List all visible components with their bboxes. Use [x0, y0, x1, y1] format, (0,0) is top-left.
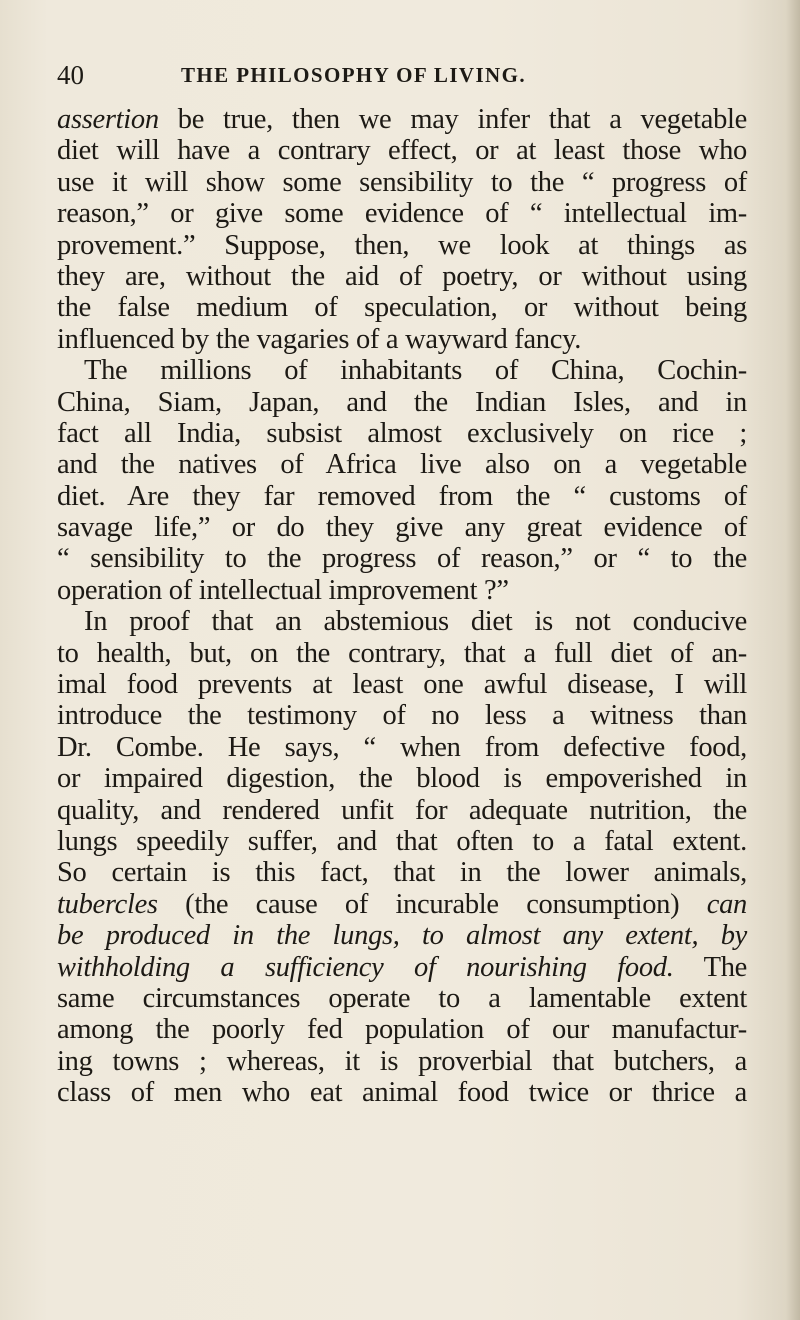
text-line: they are, without the aid of poetry, or without using	[57, 260, 747, 292]
text-line: diet will have a contrary effect, or at least those who	[57, 135, 747, 167]
text-line: “ sensibility to the progress of reason,” or “ to the	[57, 543, 747, 575]
text-line: among the poorly fed population of our manufactur-	[57, 1014, 747, 1046]
page-header	[57, 58, 747, 92]
text-line	[57, 889, 747, 920]
text-span: be true, then we may infer that a vegetable	[158, 104, 747, 135]
text-line: introduce the testimony of no less a witness than	[57, 700, 747, 732]
text-line: lungs speedily suffer, and that often to a fatal extent.	[57, 825, 747, 857]
text-line: same circumstances operate to a lamentable extent	[57, 982, 747, 1014]
text-line: provement.” Suppose, then, we look at things as	[57, 229, 747, 261]
text-line: use it will show some sensibility to the “ progress of	[57, 166, 747, 198]
page-edge-shadow	[786, 0, 800, 1320]
text-line: So certain is this fact, that in the lower animals,	[57, 857, 747, 889]
running-head: THE PHILOSOPHY OF LIVING.	[181, 63, 526, 87]
page-number: 40	[57, 60, 84, 90]
text-line: imal food prevents at least one awful disease, I will	[57, 669, 747, 701]
text-line: quality, and rendered unfit for adequate nutrition, the	[57, 794, 747, 826]
text-line: and the natives of Africa live also on a vegetable	[57, 449, 747, 481]
text-line: China, Siam, Japan, and the Indian Isles, and in	[57, 386, 747, 418]
text-line: fact all India, subsist almost exclusively on rice ;	[57, 417, 747, 449]
text-line: or impaired digestion, the blood is empoverished in	[57, 763, 747, 795]
italic-span: withholding a sufficiency of nourishing food.	[57, 951, 674, 983]
italic-word: can	[706, 888, 747, 920]
text-line: the false medium of speculation, or without being	[57, 292, 747, 324]
text-line: operation of intellectual improvement ?”	[57, 574, 509, 606]
text-line: Dr. Combe. He says, “ when from defective food,	[57, 731, 747, 763]
italic-span: be produced in the lungs, to almost any extent, by	[57, 920, 747, 952]
text-line: to health, but, on the contrary, that a full diet of an-	[57, 637, 747, 669]
paragraph-start-line: In proof that an abstemious diet is not conducive	[84, 606, 747, 638]
text-line: diet. Are they far removed from the “ customs of	[57, 480, 747, 512]
body-text	[57, 104, 747, 1109]
text-line: class of men who eat animal food twice or thrice a	[57, 1077, 747, 1109]
text-line: influenced by the vagaries of a wayward fancy.	[57, 323, 582, 355]
text-line: ing towns ; whereas, it is proverbial that butchers, a	[57, 1045, 747, 1077]
text-line	[57, 920, 747, 951]
paragraph-start-line: The millions of inhabitants of China, Cochin-	[84, 355, 747, 387]
text-line	[57, 952, 747, 983]
text-span: (the cause of incurable consumption)	[157, 888, 707, 920]
text-line: reason,” or give some evidence of “ intellectual im-	[57, 198, 747, 230]
text-line	[57, 104, 747, 135]
italic-word: assertion	[57, 104, 159, 135]
text-span: The	[673, 951, 747, 983]
text-line: savage life,” or do they give any great evidence of	[57, 512, 747, 544]
italic-word: tubercles	[57, 888, 158, 920]
